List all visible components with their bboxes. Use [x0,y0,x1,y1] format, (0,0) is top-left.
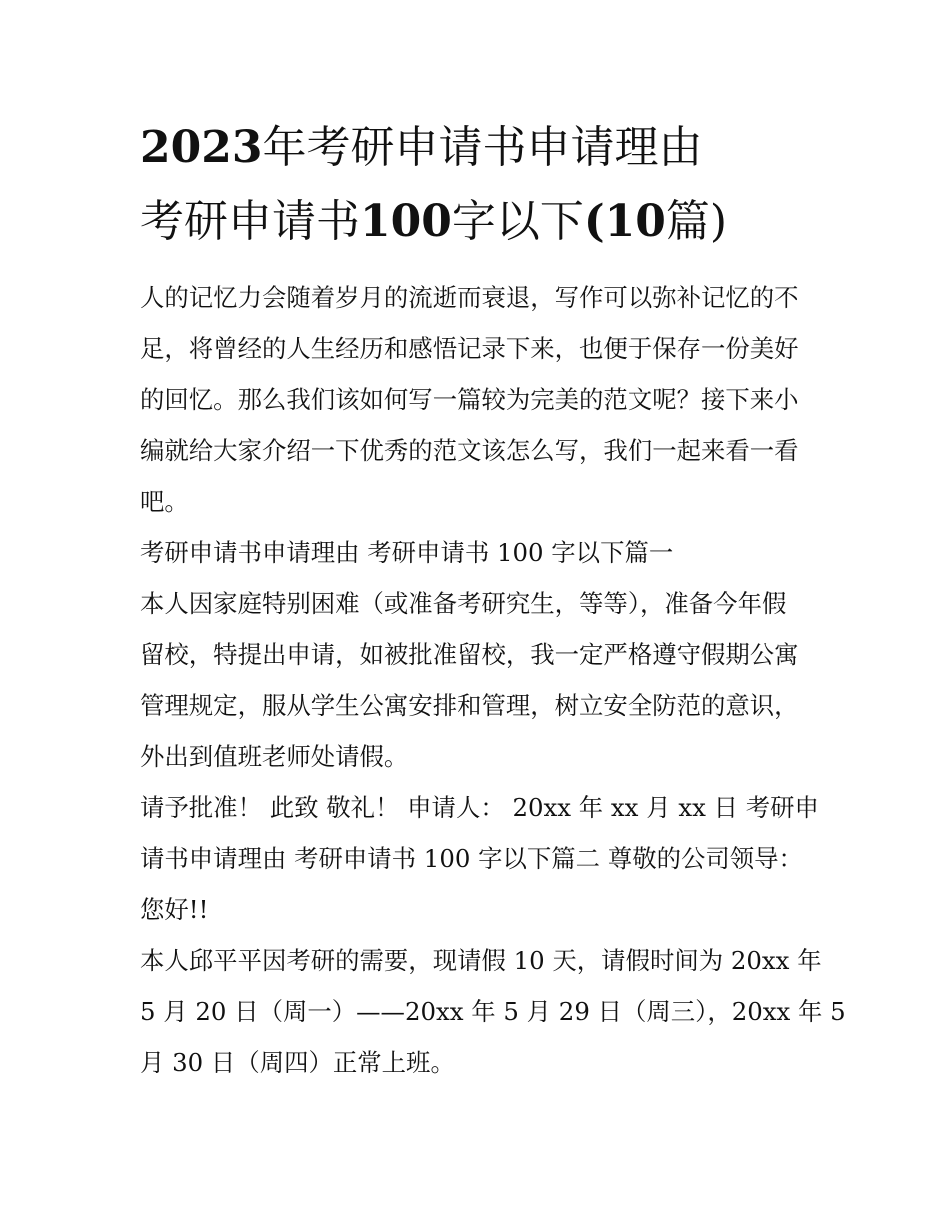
body-line: 您好!! [140,895,209,924]
body-line: 人的记忆力会随着岁月的流逝而衰退，写作可以弥补记忆的不 [140,283,799,312]
body-line: 足，将曾经的人生经历和感悟记录下来，也便于保存一份美好 [140,334,799,363]
title-text: 年考研申请书申请理由 [262,122,703,173]
document-title-line-1 [140,111,840,185]
body-line: 留校，特提出申请，如被批准留校，我一定严格遵守假期公寓 [140,640,799,669]
body-line: 5 月 20 日（周一）——20xx 年 5 月 29 日（周三），20xx 年 5 [140,997,846,1026]
title-text-c: 篇) [665,196,728,247]
body-line: 编就给大家介绍一下优秀的范文该怎么写，我们一起来看一看 [140,436,799,465]
body-line: 的回忆。那么我们该如何写一篇较为完美的范文呢？接下来小 [140,385,799,414]
body-line: 本人邱平平因考研的需要，现请假 10 天，请假时间为 20xx 年 [140,946,822,975]
document-body [140,272,846,1088]
body-line: 管理规定，服从学生公寓安排和管理，树立安全防范的意识， [140,691,799,720]
title-number-a: 100 [360,196,452,247]
body-line: 请书申请理由 考研申请书 100 字以下篇二 尊敬的公司领导： [140,844,803,873]
document-title-line-2 [140,185,840,259]
body-line: 吧。 [140,487,189,516]
body-line: 本人因家庭特别困难（或准备考研究生，等等），准备今年假 [140,589,787,618]
title-number-b: (10 [583,196,666,247]
title-year: 2023 [140,122,263,173]
body-line: 外出到值班老师处请假。 [140,742,409,771]
body-line: 月 30 日（周四）正常上班。 [140,1048,455,1077]
title-text-a: 考研申请书 [140,196,360,247]
body-line: 请予批准！ 此致 敬礼！ 申请人： 20xx 年 xx 月 xx 日 考研申 [140,793,819,822]
section-heading-1: 考研申请书申请理由 考研申请书 100 字以下篇一 [140,538,674,567]
title-text-b: 字以下 [451,196,584,247]
